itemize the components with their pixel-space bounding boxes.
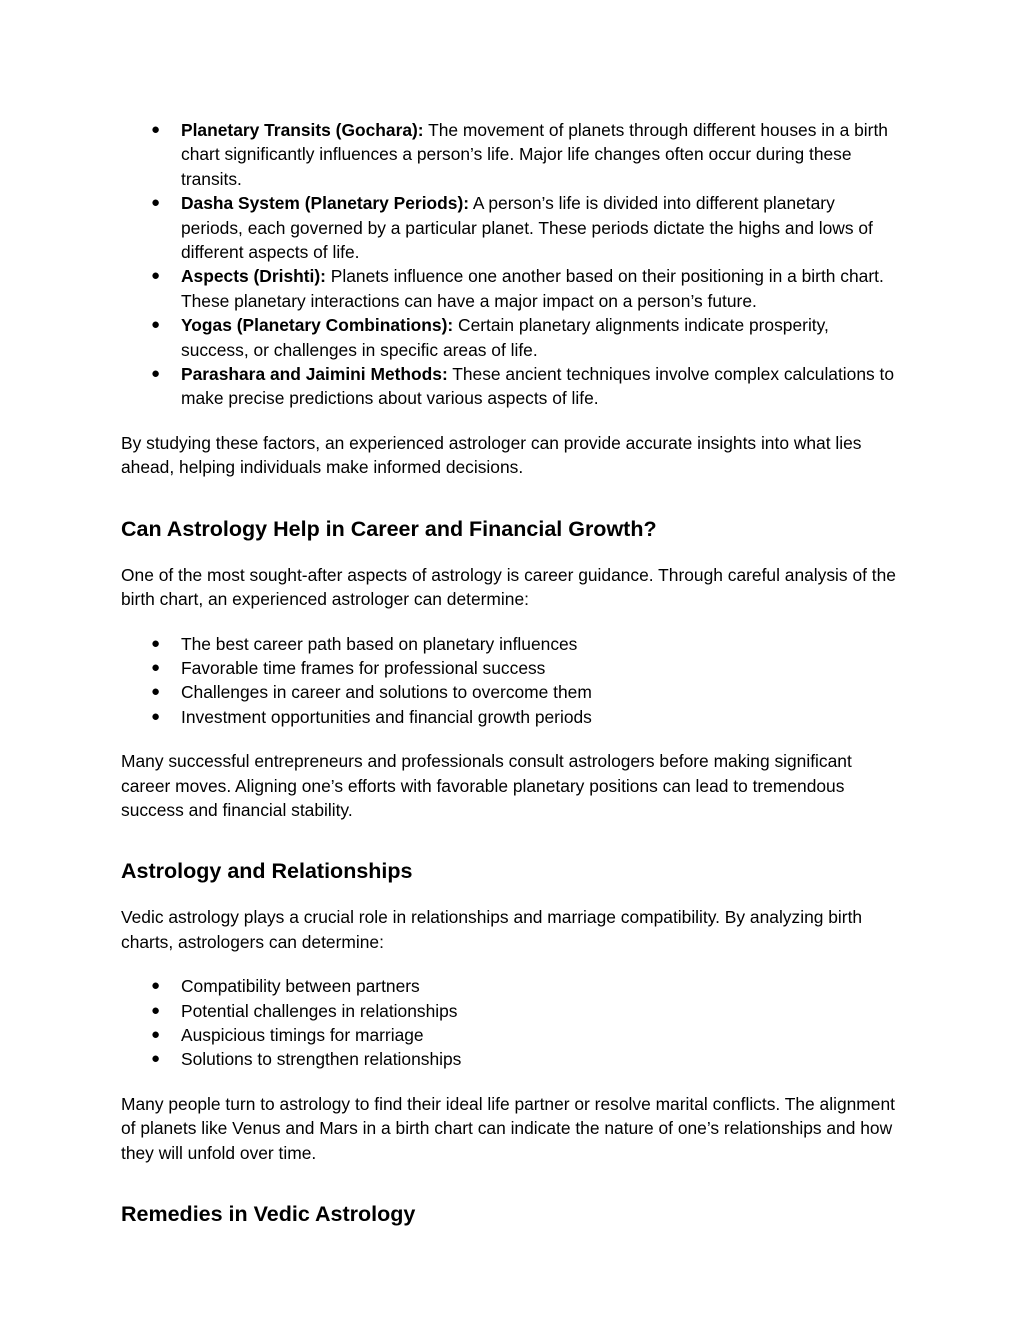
list-item-text: Certain planetary alignments indicate prosperity, success, or challenges in specific areas of life.: [181, 315, 829, 360]
career-heading: Can Astrology Help in Career and Financial Growth?: [121, 516, 657, 541]
list-item-text: Potential challenges in relationships: [181, 1000, 458, 1021]
bullet-icon: ●: [151, 365, 161, 383]
career-conclusion-paragraph: Many successful entrepreneurs and professionals consult astrologers before making significant career moves. Aligning one’s efforts with favorable planetary positions can lead to tremendous success and financial stability.: [121, 751, 852, 820]
bullet-icon: ●: [151, 707, 161, 725]
list-item: [121, 632, 901, 656]
relationships-conclusion-paragraph: Many people turn to astrology to find their ideal life partner or resolve marital conflicts. The alignment of planets like Venus and Mars in a birth chart can indicate the nature of one’s relationships and how they will unfold over time.: [121, 1093, 895, 1163]
list-item-text: Investment opportunities and financial growth periods: [181, 706, 592, 727]
bullet-icon: ●: [151, 977, 161, 995]
career-list: [121, 632, 901, 730]
list-item-term: Aspects (Drishti):: [181, 266, 326, 287]
relationships-lead-paragraph: Vedic astrology plays a crucial role in relationships and marriage compatibility. By analyzing birth charts, astrologers can determine:: [121, 907, 863, 952]
bullet-icon: ●: [151, 194, 161, 212]
list-item-text: The best career path based on planetary influences: [181, 633, 578, 654]
list-item: [121, 1023, 901, 1047]
list-item: [121, 999, 901, 1023]
bullet-icon: ●: [151, 316, 161, 334]
list-item-text: These ancient techniques involve complex calculations to make precise predictions about various aspects of life.: [181, 364, 895, 409]
career-lead-paragraph: One of the most sought-after aspects of astrology is career guidance. Through careful analysis of the birth chart, an experienced astrologer can determine:: [121, 564, 896, 610]
relationships-list: [121, 974, 901, 1072]
astrology-factors-list: [121, 118, 901, 411]
bullet-icon: ●: [151, 267, 161, 285]
list-item: [121, 680, 901, 704]
list-item: [121, 974, 901, 998]
list-item-text: Challenges in career and solutions to overcome them: [181, 682, 592, 703]
list-item-term: Parashara and Jaimini Methods:: [181, 364, 448, 385]
document-page: [121, 118, 901, 1228]
bullet-icon: ●: [151, 658, 161, 676]
list-item-text: Compatibility between partners: [181, 976, 420, 997]
bullet-icon: ●: [151, 1001, 161, 1019]
list-item-text: Favorable time frames for professional success: [181, 657, 546, 678]
list-item-term: Dasha System (Planetary Periods):: [181, 193, 470, 214]
list-item: [121, 362, 901, 411]
list-item-text: Auspicious timings for marriage: [181, 1024, 424, 1045]
relationships-heading: Astrology and Relationships: [121, 859, 413, 884]
list-item: [121, 313, 901, 362]
list-item-text: A person’s life is divided into different planetary periods, each governed by a particular planet. These periods dictate the highs and lows of different aspects of life.: [181, 193, 873, 263]
list-item: [121, 191, 901, 264]
list-item-text: Planets influence one another based on their positioning in a birth chart. These planetary interactions can have a major impact on a person’s future.: [181, 266, 884, 311]
list-item: [121, 1047, 901, 1071]
bullet-icon: ●: [151, 1050, 161, 1068]
list-item: [121, 264, 901, 313]
list-item-text: Solutions to strengthen relationships: [181, 1049, 462, 1070]
bullet-icon: ●: [151, 683, 161, 701]
list-item-term: Yogas (Planetary Combinations):: [181, 315, 454, 336]
list-item: [121, 656, 901, 680]
bullet-icon: ●: [151, 121, 161, 138]
bullet-icon: ●: [151, 634, 161, 652]
remedies-heading: Remedies in Vedic Astrology: [121, 1202, 416, 1226]
intro-conclusion-paragraph: By studying these factors, an experienced astrologer can provide accurate insights into what lies ahead, helping individuals make informed decisions.: [121, 432, 862, 478]
list-item: [121, 118, 901, 191]
list-item-text: The movement of planets through different houses in a birth chart significantly influences a person’s life. Major life changes often occur during these transits.: [181, 120, 888, 189]
list-item-term: Planetary Transits (Gochara):: [181, 120, 424, 140]
bullet-icon: ●: [151, 1025, 161, 1043]
list-item: [121, 705, 901, 729]
